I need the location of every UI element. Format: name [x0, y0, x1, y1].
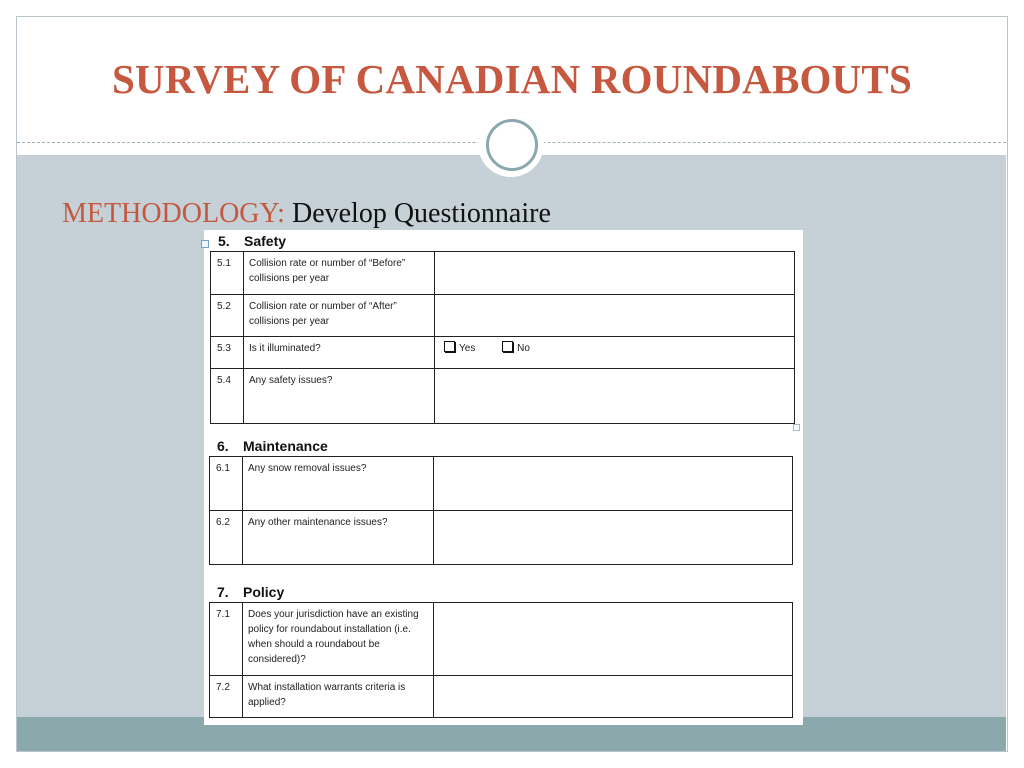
no-checkbox[interactable] [502, 341, 513, 352]
answer-cell[interactable] [434, 457, 793, 511]
answer-cell[interactable] [435, 295, 795, 337]
ornament-ring [486, 119, 538, 171]
answer-cell[interactable] [434, 676, 793, 718]
table-row [211, 337, 795, 369]
table-row [211, 252, 795, 295]
row-id: 7.2 [210, 676, 243, 718]
row-id: 7.1 [210, 603, 243, 676]
row-question: Any other maintenance issues? [243, 511, 434, 565]
safety-table [210, 251, 795, 424]
section-number: 5. [218, 233, 230, 249]
row-id: 5.3 [211, 337, 244, 369]
table-row [210, 457, 793, 511]
yes-label: Yes [459, 343, 476, 354]
slide-title: SURVEY OF CANADIAN ROUNDABOUTS [112, 56, 912, 102]
row-id: 5.1 [211, 252, 244, 295]
answer-cell[interactable] [434, 603, 793, 676]
table-row [210, 603, 793, 676]
row-question: Any safety issues? [244, 369, 435, 424]
subtitle-label: METHODOLOGY: [62, 198, 285, 229]
row-question: Does your jurisdiction have an existing policy for roundabout installation (i.e. when should a roundabout be considered)? [243, 603, 434, 676]
row-question: Collision rate or number of “Before” collisions per year [244, 252, 435, 295]
row-id: 5.4 [211, 369, 244, 424]
yes-option[interactable] [444, 341, 475, 356]
subtitle-text: Develop Questionnaire [284, 198, 551, 229]
table-row [211, 295, 795, 337]
table-move-handle[interactable] [201, 240, 209, 248]
section-title: Maintenance [243, 438, 328, 454]
section-heading-policy [217, 584, 284, 600]
section-title: Safety [244, 233, 287, 249]
table-row [210, 676, 793, 718]
row-question: What installation warrants criteria is applied? [243, 676, 434, 718]
section-title: Policy [243, 584, 285, 600]
maintenance-table [209, 456, 793, 565]
answer-cell [435, 337, 795, 369]
answer-cell[interactable] [434, 511, 793, 565]
row-question: Any snow removal issues? [243, 457, 434, 511]
no-label: No [517, 343, 530, 354]
slide-subtitle [62, 196, 551, 232]
policy-table [209, 602, 793, 718]
table-row [211, 369, 795, 424]
answer-cell[interactable] [435, 369, 795, 424]
no-option[interactable] [502, 341, 530, 356]
section-number: 6. [217, 438, 229, 454]
section-heading-maintenance [217, 438, 328, 454]
row-id: 5.2 [211, 295, 244, 337]
section-heading-safety [218, 233, 286, 249]
yes-checkbox[interactable] [444, 341, 455, 352]
table-row [210, 511, 793, 565]
row-question: Collision rate or number of “After” collisions per year [244, 295, 435, 337]
table-resize-handle[interactable] [793, 424, 800, 431]
answer-cell[interactable] [435, 252, 795, 295]
section-number: 7. [217, 584, 229, 600]
row-id: 6.2 [210, 511, 243, 565]
row-question: Is it illuminated? [244, 337, 435, 369]
row-id: 6.1 [210, 457, 243, 511]
